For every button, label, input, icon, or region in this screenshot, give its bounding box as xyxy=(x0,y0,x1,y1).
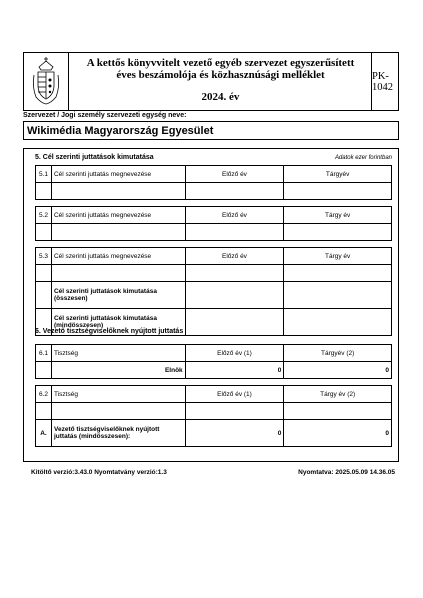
table-row xyxy=(36,362,392,379)
empty-cell xyxy=(36,362,52,379)
row-number: 5.2 xyxy=(36,207,52,224)
position-value[interactable]: Elnök xyxy=(51,362,185,379)
prev-year-header: Előző év xyxy=(185,248,284,265)
table-row xyxy=(36,403,392,420)
benefit-name-label: Cél szerinti juttatás megnevezése xyxy=(51,166,185,183)
table-row xyxy=(36,265,392,282)
org-name-label: Szervezet / Jogi személy szervezeti egység neve: xyxy=(23,112,187,119)
table-row xyxy=(36,282,392,309)
benefit-name-label: Cél szerinti juttatás megnevezése xyxy=(51,207,185,224)
curr-year-header: Tárgy év xyxy=(284,207,392,224)
benefit-name-input[interactable] xyxy=(51,265,185,282)
table-row xyxy=(36,386,392,403)
benefit-name-input[interactable] xyxy=(51,224,185,241)
curr-year-header: Tárgy év (2) xyxy=(284,386,392,403)
position-label: Tisztség xyxy=(51,386,185,403)
unit-note: Adatok ezer forintban xyxy=(334,155,392,161)
empty-cell xyxy=(36,224,52,241)
curr-year-input[interactable] xyxy=(284,224,392,241)
empty-cell xyxy=(36,403,52,420)
coat-of-arms-icon xyxy=(24,53,68,110)
coat-of-arms-logo xyxy=(24,53,69,110)
form-code: PK-1042 xyxy=(372,70,393,93)
curr-year-header: Tárgyév xyxy=(284,166,392,183)
table-row xyxy=(36,224,392,241)
section-5-table xyxy=(35,165,392,336)
org-name-field: Wikimédia Magyarország Egyesület xyxy=(23,121,399,140)
section-6-table xyxy=(35,344,392,447)
section-5-title: 5. Cél szerinti juttatások kimutatása xyxy=(35,154,154,161)
row-number: A. xyxy=(36,420,52,447)
spacer xyxy=(36,379,392,386)
row-number: 6.2 xyxy=(36,386,52,403)
table-row xyxy=(36,420,392,447)
report-year: 2024. év xyxy=(201,91,240,103)
prev-year-header: Előző év (1) xyxy=(185,345,284,362)
table-row xyxy=(36,166,392,183)
curr-year-header: Tárgyév (2) xyxy=(284,345,392,362)
row-number: 5.3 xyxy=(36,248,52,265)
form-header xyxy=(23,52,399,111)
curr-year-value[interactable]: 0 xyxy=(284,362,392,379)
row-number: 6.1 xyxy=(36,345,52,362)
grand-total-label: Cél szerinti juttatások kimutatása (mindösszesen) xyxy=(51,309,185,336)
table-row xyxy=(36,207,392,224)
version-info: Kitöltő verzió:3.43.0 Nyomtatvány verzió:1.3 xyxy=(31,469,167,476)
empty-cell xyxy=(36,265,52,282)
total-label: Cél szerinti juttatások kimutatása (összesen) xyxy=(51,282,185,309)
grand-total-prev-value xyxy=(185,309,284,336)
table-row xyxy=(36,183,392,200)
empty-cell xyxy=(36,183,52,200)
title-line-2: éves beszámolója és közhasznúsági melléklet xyxy=(116,69,325,81)
table-row xyxy=(36,345,392,362)
prev-year-header: Előző év (1) xyxy=(185,386,284,403)
prev-year-input[interactable] xyxy=(185,183,284,200)
curr-year-input[interactable] xyxy=(284,183,392,200)
benefit-name-input[interactable] xyxy=(51,183,185,200)
section-6-title: 6. Vezető tisztségviselőknek nyújtott juttatás xyxy=(35,328,184,335)
curr-year-input[interactable] xyxy=(284,403,392,420)
print-timestamp: Nyomtatva: 2025.05.09 14.36.05 xyxy=(298,469,395,476)
row-number: 5.1 xyxy=(36,166,52,183)
position-label: Tisztség xyxy=(51,345,185,362)
prev-year-value[interactable]: 0 xyxy=(185,362,284,379)
form-title xyxy=(69,53,372,110)
curr-year-input[interactable] xyxy=(284,265,392,282)
total-curr-value: 0 xyxy=(284,420,392,447)
prev-year-header: Előző év xyxy=(185,166,284,183)
curr-year-header: Tárgy év xyxy=(284,248,392,265)
prev-year-header: Előző év xyxy=(185,207,284,224)
spacer xyxy=(36,241,392,248)
prev-year-input[interactable] xyxy=(185,224,284,241)
empty-cell xyxy=(36,282,52,309)
prev-year-input[interactable] xyxy=(185,403,284,420)
benefit-name-label: Cél szerinti juttatás megnevezése xyxy=(51,248,185,265)
total-label: Vezető tisztségviselőknek nyújtott juttatás (mindösszesen): xyxy=(51,420,185,447)
total-prev-value xyxy=(185,282,284,309)
total-prev-value: 0 xyxy=(185,420,284,447)
grand-total-curr-value xyxy=(284,309,392,336)
spacer xyxy=(36,200,392,207)
total-curr-value xyxy=(284,282,392,309)
title-line-1: A kettős könyvvitelt vezető egyéb szervezet egyszerűsített xyxy=(86,57,355,69)
table-row xyxy=(36,248,392,265)
position-input[interactable] xyxy=(51,403,185,420)
prev-year-input[interactable] xyxy=(185,265,284,282)
